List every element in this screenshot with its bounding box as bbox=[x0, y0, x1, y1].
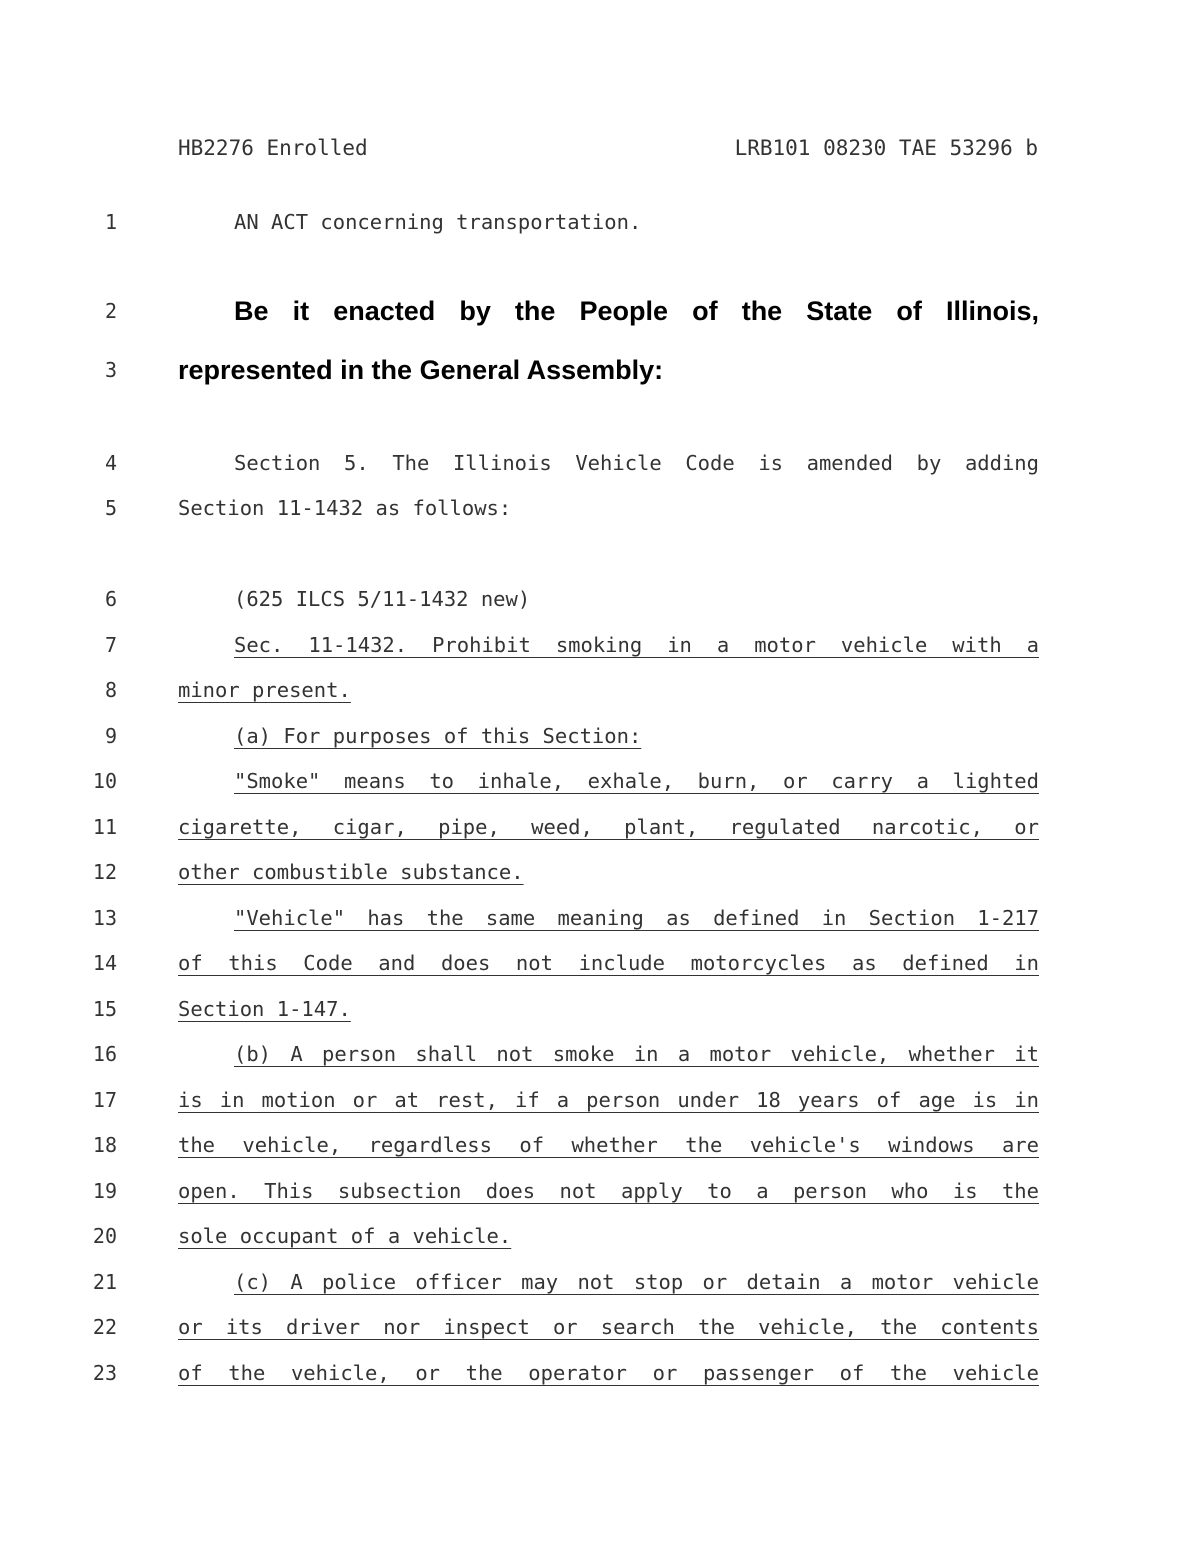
section-intro: Section 5. The Illinois Vehicle Code is amended by adding bbox=[234, 451, 1039, 475]
definition-smoke-end: other combustible substance. bbox=[178, 860, 524, 884]
line-number: 19 bbox=[92, 1179, 117, 1203]
bill-number-header: HB2276 Enrolled bbox=[178, 136, 368, 160]
line-9 bbox=[0, 719, 1200, 753]
ilcs-citation: (625 ILCS 5/11-1432 new) bbox=[234, 587, 531, 611]
line-number: 20 bbox=[92, 1224, 117, 1248]
enacting-clause: Be it enacted by the People of the State of Illinois, bbox=[234, 296, 1039, 326]
line-number: 21 bbox=[92, 1270, 117, 1294]
line-number: 4 bbox=[104, 451, 117, 475]
line-13 bbox=[0, 901, 1200, 935]
section-heading-cont: minor present. bbox=[178, 678, 351, 702]
line-23 bbox=[0, 1356, 1200, 1390]
line-number: 6 bbox=[104, 587, 117, 611]
line-number: 1 bbox=[104, 210, 117, 234]
line-number: 14 bbox=[92, 951, 117, 975]
line-number: 9 bbox=[104, 724, 117, 748]
line-6 bbox=[0, 582, 1200, 616]
line-12 bbox=[0, 855, 1200, 889]
line-20 bbox=[0, 1219, 1200, 1253]
line-number: 17 bbox=[92, 1088, 117, 1112]
act-title: AN ACT concerning transportation. bbox=[234, 210, 642, 234]
line-number: 22 bbox=[92, 1315, 117, 1339]
line-11 bbox=[0, 810, 1200, 844]
line-number: 11 bbox=[92, 815, 117, 839]
section-intro-cont: Section 11-1432 as follows: bbox=[178, 496, 512, 520]
subsection-c-cont: of the vehicle, or the operator or passenger of the vehicle bbox=[178, 1361, 1039, 1385]
line-number: 16 bbox=[92, 1042, 117, 1066]
section-heading: Sec. 11-1432. Prohibit smoking in a motor vehicle with a bbox=[234, 633, 1039, 657]
line-22 bbox=[0, 1310, 1200, 1344]
subsection-b-cont: open. This subsection does not apply to a person who is the bbox=[178, 1179, 1039, 1203]
definition-vehicle-cont: of this Code and does not include motorcycles as defined in bbox=[178, 951, 1039, 975]
line-number: 8 bbox=[104, 678, 117, 702]
line-19 bbox=[0, 1174, 1200, 1208]
subsection-b: (b) A person shall not smoke in a motor vehicle, whether it bbox=[234, 1042, 1039, 1066]
line-21 bbox=[0, 1265, 1200, 1299]
line-17 bbox=[0, 1083, 1200, 1117]
line-10 bbox=[0, 764, 1200, 798]
line-15 bbox=[0, 992, 1200, 1026]
line-2 bbox=[0, 294, 1200, 328]
line-14 bbox=[0, 946, 1200, 980]
line-number: 10 bbox=[92, 769, 117, 793]
definition-vehicle-end: Section 1-147. bbox=[178, 997, 351, 1021]
line-8 bbox=[0, 673, 1200, 707]
line-4 bbox=[0, 446, 1200, 480]
line-number: 7 bbox=[104, 633, 117, 657]
line-3 bbox=[0, 353, 1200, 387]
definition-smoke-cont: cigarette, cigar, pipe, weed, plant, regulated narcotic, or bbox=[178, 815, 1039, 839]
enacting-clause-cont: represented in the General Assembly: bbox=[178, 355, 664, 385]
subsection-b-end: sole occupant of a vehicle. bbox=[178, 1224, 512, 1248]
subsection-b-cont: is in motion or at rest, if a person under 18 years of age is in bbox=[178, 1088, 1039, 1112]
line-number: 5 bbox=[104, 496, 117, 520]
subsection-b-cont: the vehicle, regardless of whether the vehicle's windows are bbox=[178, 1133, 1039, 1157]
line-number: 2 bbox=[104, 299, 117, 323]
subsection-a: (a) For purposes of this Section: bbox=[234, 724, 642, 748]
line-number: 15 bbox=[92, 997, 117, 1021]
subsection-c: (c) A police officer may not stop or detain a motor vehicle bbox=[234, 1270, 1039, 1294]
definition-smoke: "Smoke" means to inhale, exhale, burn, or carry a lighted bbox=[234, 769, 1039, 793]
line-number: 23 bbox=[92, 1361, 117, 1385]
line-number: 18 bbox=[92, 1133, 117, 1157]
line-number: 12 bbox=[92, 860, 117, 884]
line-18 bbox=[0, 1128, 1200, 1162]
line-number: 3 bbox=[104, 358, 117, 382]
line-5 bbox=[0, 491, 1200, 525]
definition-vehicle: "Vehicle" has the same meaning as defined in Section 1-217 bbox=[234, 906, 1039, 930]
subsection-c-cont: or its driver nor inspect or search the vehicle, the contents bbox=[178, 1315, 1039, 1339]
line-7 bbox=[0, 628, 1200, 662]
lrb-code-header: LRB101 08230 TAE 53296 b bbox=[734, 136, 1038, 160]
line-16 bbox=[0, 1037, 1200, 1071]
line-number: 13 bbox=[92, 906, 117, 930]
line-1 bbox=[0, 205, 1200, 239]
